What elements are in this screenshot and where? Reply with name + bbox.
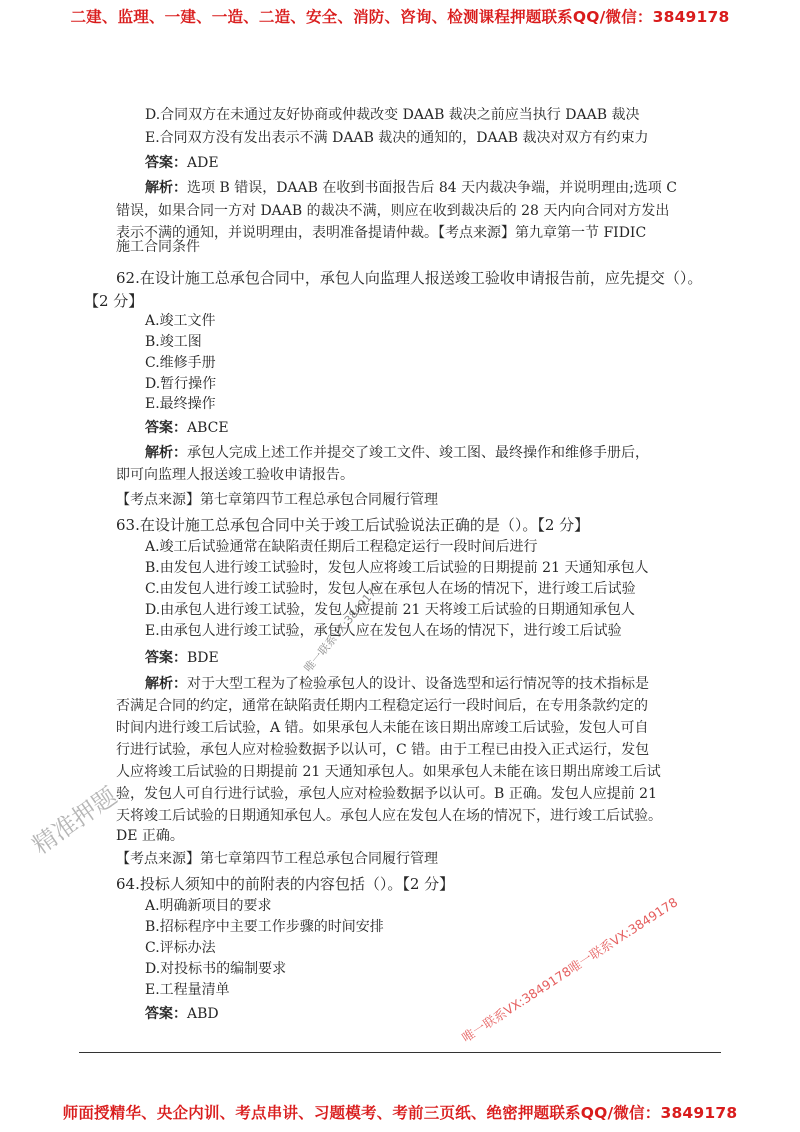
- q62-option-c: C.维修手册: [145, 355, 216, 371]
- q64-stem: 64.投标人须知中的前附表的内容包括（）。【2 分】: [116, 875, 455, 893]
- q61-option-d: D.合同双方在未通过友好协商或仲裁改变 DAAB 裁决之前应当执行 DAAB 裁决: [145, 107, 640, 123]
- q63-option-a: A.竣工后试验通常在缺陷责任期后工程稳定运行一段时间后进行: [145, 539, 538, 555]
- answer-value: BDE: [187, 650, 219, 666]
- answer-label: 答案：: [145, 420, 187, 436]
- q62-option-d: D.暂行操作: [145, 376, 217, 392]
- q63-explanation-line: DE 正确。: [116, 828, 184, 844]
- q61-explanation-line: 解析：选项 B 错误，DAAB 在收到书面报告后 84 天内裁决争端，并说明理由;选项 C: [145, 180, 677, 196]
- answer-value: ABCE: [187, 420, 229, 436]
- q64-answer: [145, 1004, 219, 1024]
- q63-explanation-line: 天将竣工后试验的日期通知承包人。承包人应在发包人在场的情况下，进行竣工后试验。: [116, 808, 662, 824]
- watermark-left: 精准押题: [27, 781, 123, 860]
- q63-option-b: B.由发包人进行竣工试验时，发包人应将竣工后试验的日期提前 21 天通知承包人: [145, 560, 649, 576]
- answer-value: ABD: [187, 1006, 219, 1022]
- watermark-right: 唯一联系VX:3849178唯一联系VX:3849178: [459, 894, 681, 1046]
- watermark-center: 唯一联系VX:3849178: [301, 580, 384, 675]
- q62-option-b: B.竣工图: [145, 334, 202, 350]
- q61-explanation-line: 表示不满的通知，并说明理由，表明准备提请仲裁。【考点来源】第九章第一节 FIDIC: [116, 225, 647, 241]
- q63-option-e: E.由承包人进行竣工试验，承包人应在发包人在场的情况下，进行竣工后试验: [145, 623, 622, 639]
- q61-explanation-line: 错误，如果合同一方对 DAAB 的裁决不满，则应在收到裁决后的 28 天内向合同对方发出: [116, 203, 670, 219]
- explanation-label: 解析：: [145, 445, 187, 461]
- footer-divider: [79, 1052, 721, 1053]
- q62-points: 【2 分】: [84, 292, 144, 310]
- explanation-label: 解析：: [145, 676, 187, 692]
- answer-label: 答案：: [145, 1006, 187, 1022]
- q64-option-c: C.评标办法: [145, 940, 216, 956]
- answer-label: 答案：: [145, 155, 187, 171]
- explanation-label: 解析：: [145, 180, 187, 196]
- q63-option-c: C.由发包人进行竣工试验时，发包人应在承包人在场的情况下，进行竣工后试验: [145, 581, 636, 597]
- q62-stem: 62.在设计施工总承包合同中，承包人向监理人报送竣工验收申请报告前，应先提交（）。: [116, 269, 703, 287]
- q63-explanation-line: 时间内进行竣工后试验，A 错。如果承包人未能在该日期出席竣工后试验，发包人可自: [116, 720, 649, 736]
- q63-source: 【考点来源】第七章第四节工程总承包合同履行管理: [116, 851, 438, 867]
- top-banner: 二建、监理、一建、一造、二造、安全、消防、咨询、检测课程押题联系QQ/微信：3849178: [70, 8, 730, 26]
- q62-source: 【考点来源】第七章第四节工程总承包合同履行管理: [116, 492, 438, 508]
- q62-answer: [145, 418, 229, 438]
- answer-value: ADE: [187, 155, 219, 171]
- q61-explanation-line: 施工合同条件: [116, 239, 200, 255]
- q63-explanation-line: 否满足合同的约定，通常在缺陷责任期内工程稳定运行一段时间后，在专用条款约定的: [116, 698, 648, 714]
- q64-option-a: A.明确新项目的要求: [145, 898, 272, 914]
- q63-explanation-line: 解析：对于大型工程为了检验承包人的设计、设备选型和运行情况等的技术指标是: [145, 676, 649, 692]
- q63-answer: [145, 648, 219, 668]
- q61-option-e: E.合同双方没有发出表示不满 DAAB 裁决的通知的，DAAB 裁决对双方有约束力: [145, 130, 649, 146]
- q62-option-e: E.最终操作: [145, 396, 216, 412]
- q62-explanation-line: 解析：承包人完成上述工作并提交了竣工文件、竣工图、最终操作和维修手册后，: [145, 445, 649, 461]
- q64-option-d: D.对投标书的编制要求: [145, 961, 287, 977]
- q63-explanation-line: 验，发包人可自行进行试验，承包人应对检验数据予以认可。B 正确。发包人应提前 21: [116, 786, 658, 802]
- q63-explanation-line: 人应将竣工后试验的日期提前 21 天通知承包人。如果承包人未能在该日期出席竣工后试: [116, 764, 661, 780]
- q61-answer: [145, 153, 219, 173]
- q63-option-d: D.由承包人进行竣工试验，发包人应提前 21 天将竣工后试验的日期通知承包人: [145, 602, 635, 618]
- q62-explanation-line: 即可向监理人报送竣工验收申请报告。: [116, 467, 354, 483]
- q64-option-b: B.招标程序中主要工作步骤的时间安排: [145, 919, 384, 935]
- q62-option-a: A.竣工文件: [145, 313, 216, 329]
- q63-explanation-line: 行进行试验，承包人应对检验数据予以认可，C 错。由于工程已由投入正式运行，发包: [116, 742, 650, 758]
- q64-option-e: E.工程量清单: [145, 982, 230, 998]
- bottom-banner: 师面授精华、央企内训、考点串讲、习题模考、考前三页纸、绝密押题联系QQ/微信：3849178: [62, 1104, 738, 1122]
- q63-stem: 63.在设计施工总承包合同中关于竣工后试验说法正确的是（）。【2 分】: [116, 516, 590, 534]
- answer-label: 答案：: [145, 650, 187, 666]
